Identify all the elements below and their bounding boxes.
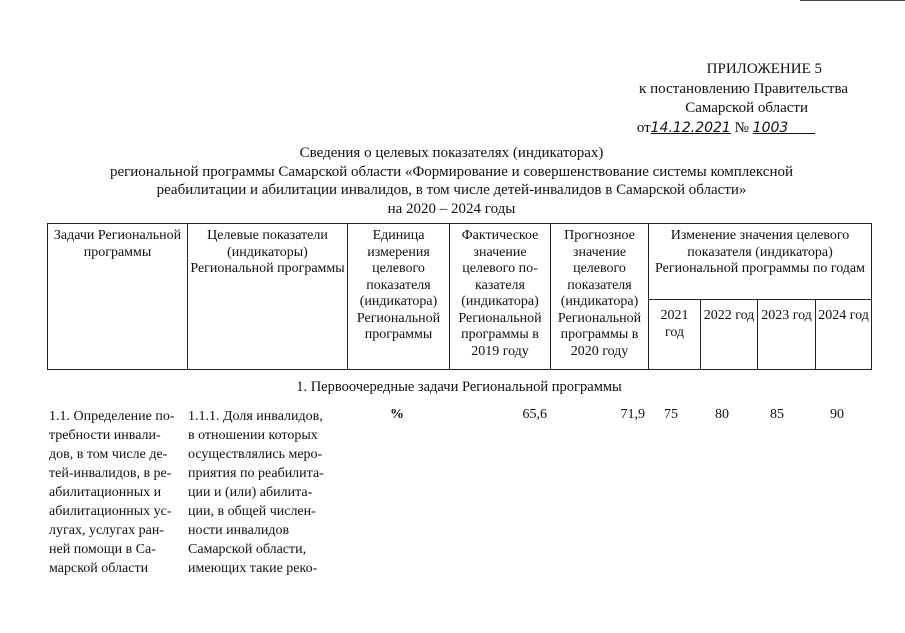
header-year-2024: 2024 год bbox=[816, 300, 872, 370]
task-line: абилитационных ус- bbox=[49, 504, 172, 519]
number-sign: № bbox=[734, 119, 749, 136]
header-indicators: Целевые показатели (индикаторы) Региональной программы bbox=[188, 224, 348, 370]
value-2021: 75 bbox=[664, 407, 678, 422]
appendix-title: ПРИЛОЖЕНИЕ 5 bbox=[706, 61, 822, 77]
task-line: требности инвали- bbox=[49, 428, 161, 443]
indicator-cell bbox=[188, 407, 346, 578]
header-forecast-2020: Прогнозное значение целевого показателя (индикатора) Региональной программы в 2020 году bbox=[551, 224, 649, 370]
appendix-block bbox=[560, 60, 860, 138]
date-prefix: от bbox=[636, 119, 651, 136]
task-cell bbox=[49, 407, 183, 578]
task-line: 1.1. Определение по- bbox=[49, 409, 175, 424]
handwritten-number: 1003 bbox=[752, 119, 789, 136]
title-line-1: Сведения о целевых показателях (индикаторах) bbox=[299, 145, 604, 161]
forecast-2020-value: 71,9 bbox=[620, 407, 645, 422]
value-2022: 80 bbox=[715, 407, 729, 422]
indicator-line: ции, в общей числен- bbox=[188, 504, 316, 519]
top-edge-rule bbox=[800, 0, 905, 1]
document-title bbox=[40, 144, 863, 218]
header-actual-2019: Фактическое значение целевого по-казателя (индикатора) Региональной программы в 2019 году bbox=[450, 224, 551, 370]
header-tasks: Задачи Региональной программы bbox=[48, 224, 188, 370]
indicator-line: осуществлялись меро- bbox=[188, 447, 323, 462]
indicator-line: приятия по реабилита- bbox=[188, 466, 324, 481]
header-year-2022: 2022 год bbox=[701, 300, 758, 370]
indicator-line: в отношении которых bbox=[188, 428, 318, 443]
indicator-line: Самарской области, bbox=[188, 542, 307, 557]
task-line: абилитационных и bbox=[49, 485, 162, 500]
task-line: лугах, услугах ран- bbox=[49, 523, 164, 538]
unit-value: % bbox=[390, 407, 404, 422]
indicator-line: ции и (или) абилита- bbox=[188, 485, 313, 500]
header-change-by-years: Изменение значения целевого показателя (индикатора) Региональной программы по годам bbox=[649, 224, 872, 300]
section-title: 1. Первоочередные задачи Региональной программы bbox=[296, 379, 622, 395]
title-line-4: на 2020 – 2024 годы bbox=[387, 200, 516, 217]
header-year-2023: 2023 год bbox=[758, 300, 816, 370]
indicator-line: ности инвалидов bbox=[188, 523, 290, 538]
appendix-date-line bbox=[560, 119, 860, 139]
task-line: тей-инвалидов, в ре- bbox=[49, 466, 172, 481]
header-year-2021: 2021 год bbox=[649, 300, 701, 370]
header-unit: Единица измерения целевого показателя (индикатора) Региональной программы bbox=[348, 224, 450, 370]
value-2024: 90 bbox=[830, 407, 844, 422]
appendix-resolution: к постановлению Правительства bbox=[639, 80, 848, 97]
indicator-line: имеющих такие реко- bbox=[188, 561, 318, 576]
handwritten-date: 14.12.2021 bbox=[650, 119, 731, 136]
title-line-2: региональной программы Самарской области «Формирование и совершенствование системы комплексной bbox=[109, 163, 794, 180]
value-2023: 85 bbox=[770, 407, 784, 422]
indicator-line: 1.1.1. Доля инвалидов, bbox=[188, 409, 323, 424]
title-line-3: реабилитации и абилитации инвалидов, в том числе детей-инвалидов в Самарской области» bbox=[156, 182, 747, 198]
appendix-region: Самарской области bbox=[685, 100, 808, 116]
indicators-table-header bbox=[47, 223, 872, 370]
task-line: марской области bbox=[49, 561, 149, 576]
task-line: ней помощи в Са- bbox=[49, 542, 156, 557]
actual-2019-value: 65,6 bbox=[522, 407, 547, 422]
task-line: дов, в том числе де- bbox=[49, 447, 168, 462]
